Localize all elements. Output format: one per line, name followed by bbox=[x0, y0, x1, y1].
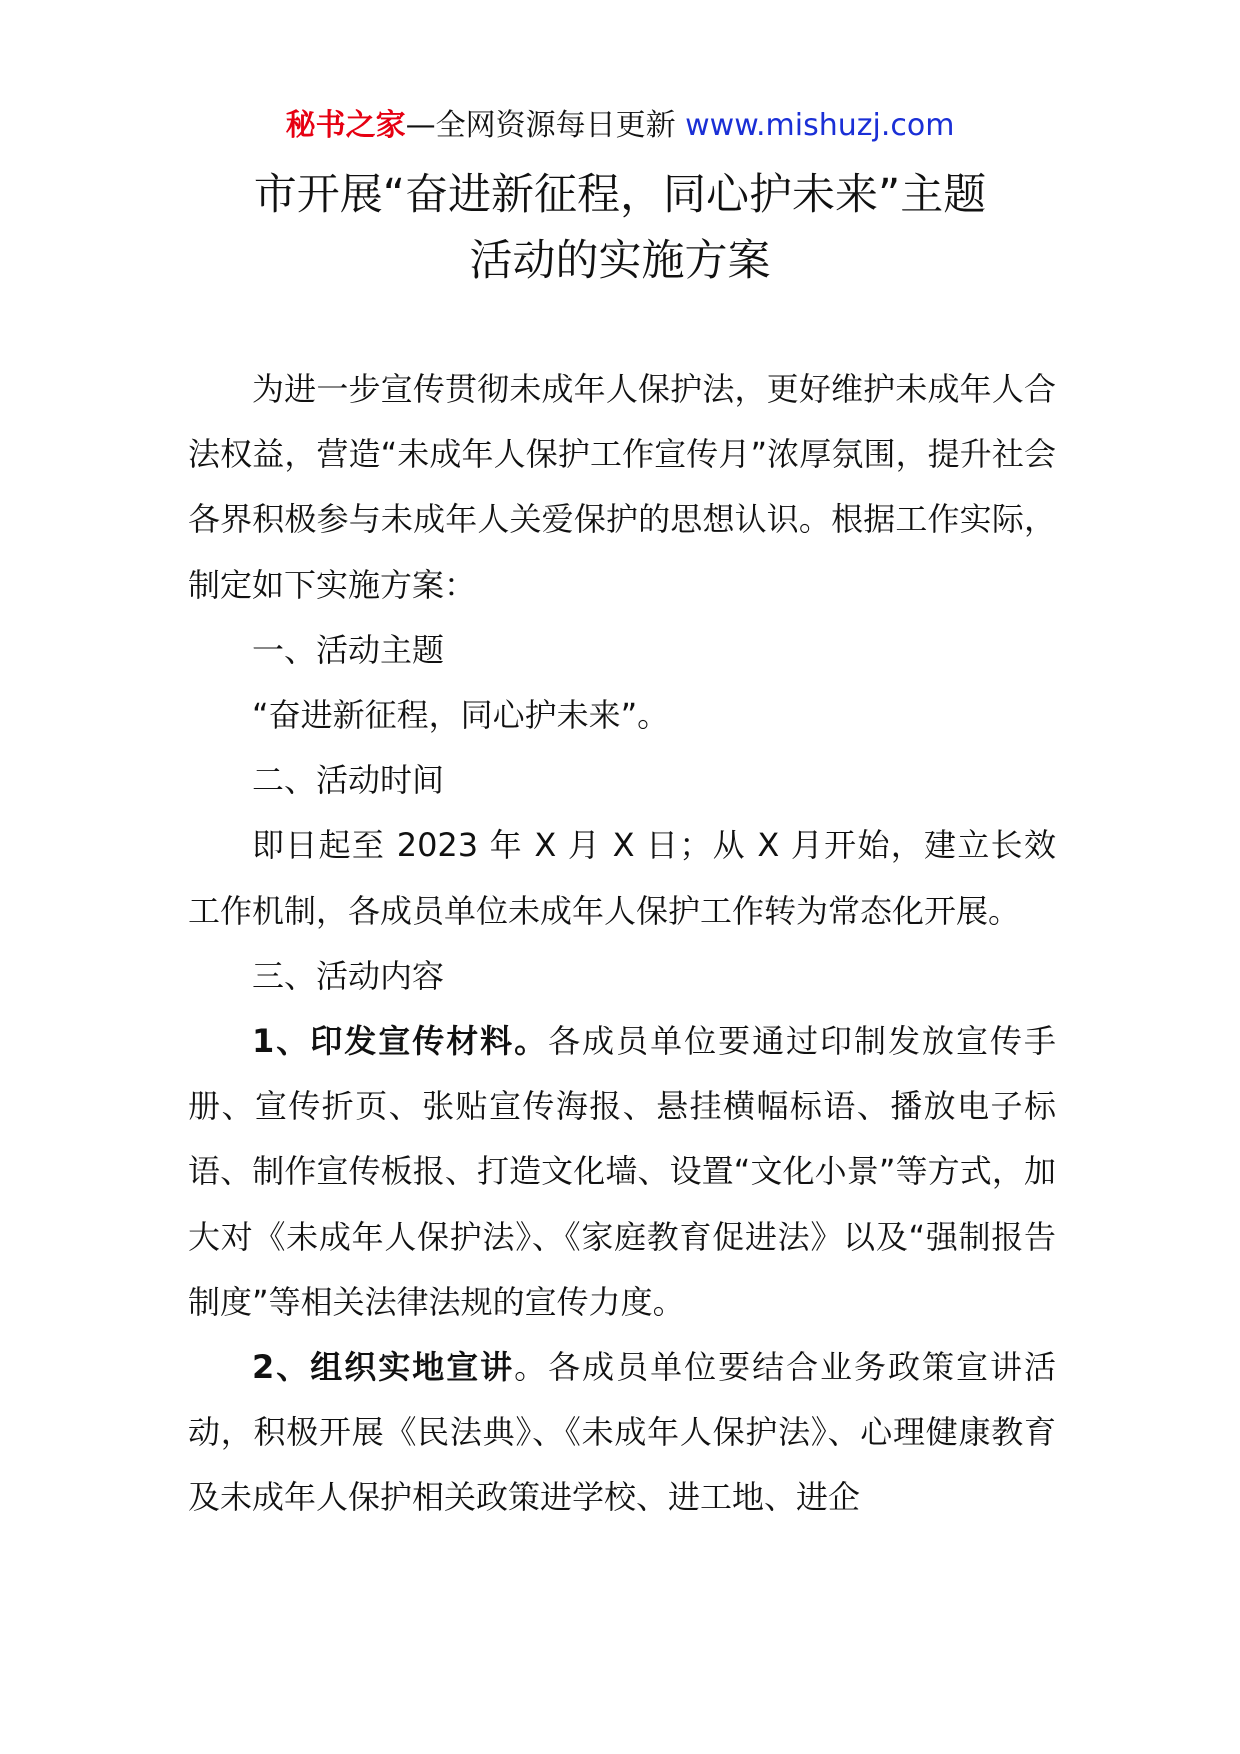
section-2-heading: 二、活动时间 bbox=[252, 761, 445, 800]
document-title-line-2: 活动的实施方案 bbox=[469, 236, 771, 286]
section-3-heading: 三、活动内容 bbox=[252, 956, 445, 995]
item-2-lead: 2、组织实地宣讲 bbox=[252, 1348, 515, 1387]
section-1-heading: 一、活动主题 bbox=[252, 630, 445, 669]
item-2-body: 。各成员单位要结合业务政策宣讲活动，积极开展《民法典》、《未成年人保护法》、心理健康教育及未成年人保护相关政策进学校、进工地、进企 bbox=[188, 1348, 1056, 1517]
section-1-body: “奋进新征程，同心护未来”。 bbox=[252, 696, 670, 735]
item-2-paragraph bbox=[188, 1335, 1056, 1531]
brand-name: 秘书之家 bbox=[285, 108, 406, 143]
item-1-paragraph bbox=[188, 1009, 1056, 1335]
section-2-body: 即日起至 2023 年 X 月 X 日；从 X 月开始，建立长效工作机制，各成员单位未成年人保护工作转为常态化开展。 bbox=[188, 826, 1056, 930]
intro-paragraph: 为进一步宣传贯彻未成年人保护法，更好维护未成年人合法权益，营造“未成年人保护工作宣传月”浓厚氛围，提升社会各界积极参与未成年人关爱保护的思想认识。根据工作实际，制定如下实施方案： bbox=[188, 370, 1056, 604]
site-url-link[interactable]: www.mishuzj.com bbox=[685, 108, 955, 143]
item-1-body: 各成员单位要通过印制发放宣传手册、宣传折页、张贴宣传海报、悬挂横幅标语、播放电子标语、制作宣传板报、打造文化墙、设置“文化小景”等方式，加大对《未成年人保护法》、《家庭教育促进法》以及“强制报告制度”等相关法律法规的宣传力度。 bbox=[188, 1022, 1056, 1321]
site-banner bbox=[0, 104, 1240, 148]
document-title bbox=[0, 162, 1240, 294]
document-title-line-1: 市开展“奋进新征程，同心护未来”主题 bbox=[253, 170, 987, 220]
banner-slogan: —全网资源每日更新 bbox=[405, 108, 676, 143]
document-body bbox=[188, 357, 1056, 1531]
item-1-lead: 1、印发宣传材料。 bbox=[252, 1022, 549, 1061]
